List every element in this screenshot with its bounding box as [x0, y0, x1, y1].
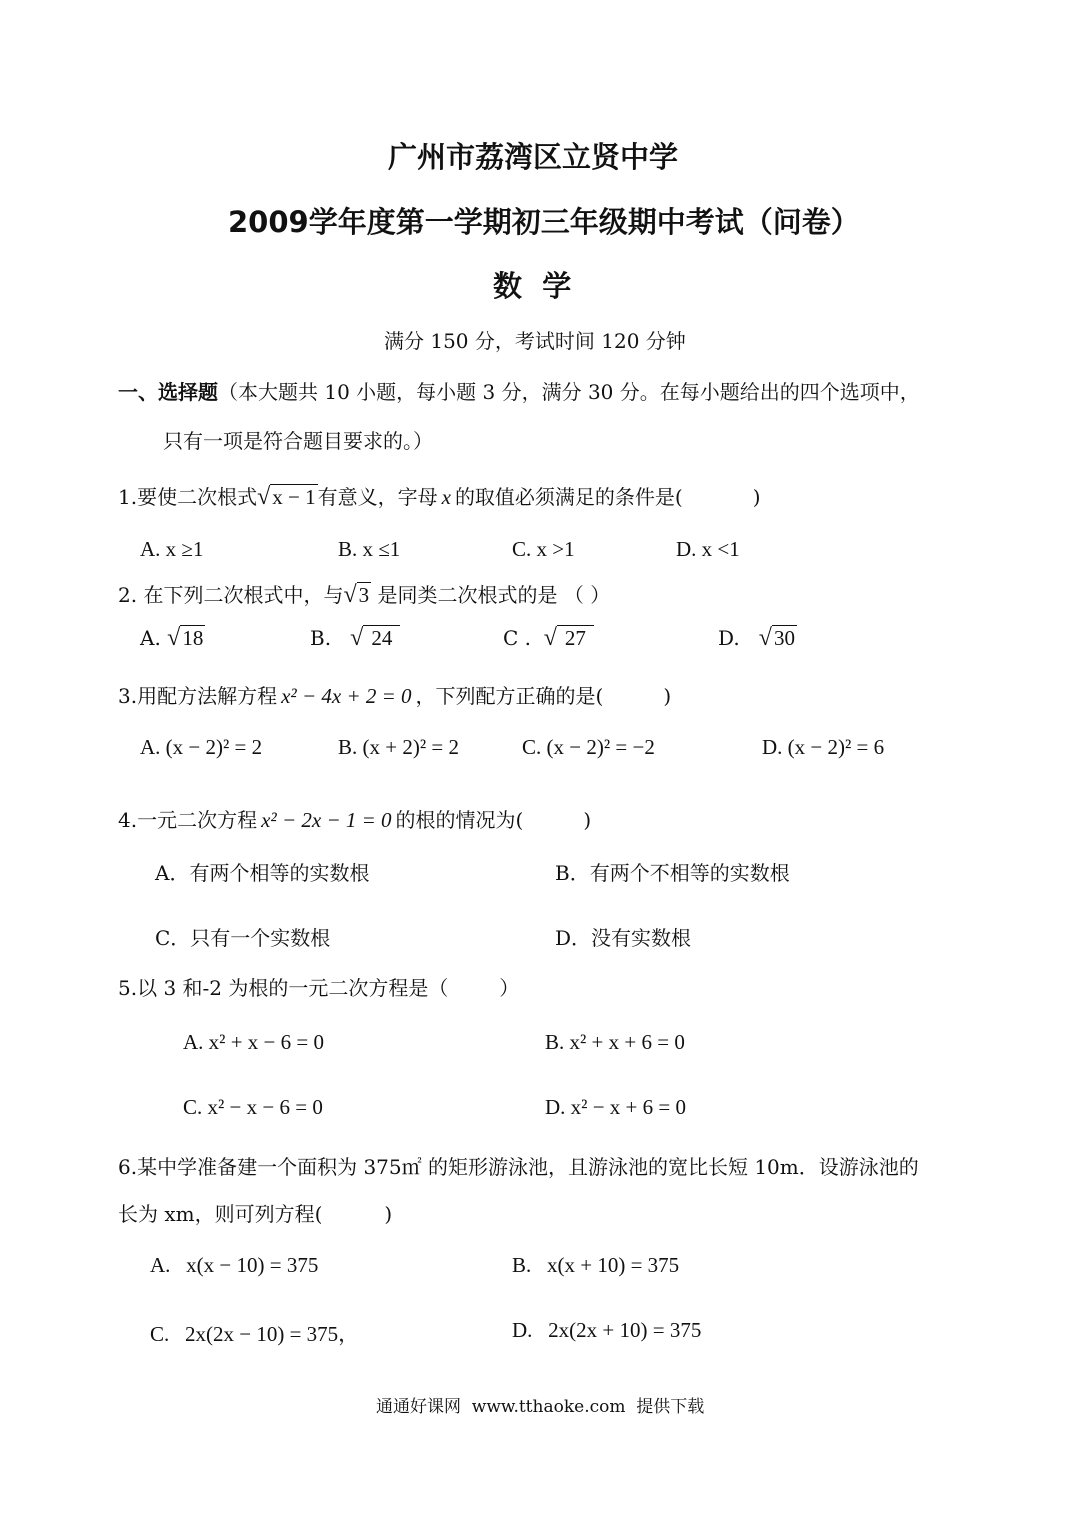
q6-option-b: B. x(x + 10) = 375: [512, 1253, 680, 1277]
q2-option-b: [310, 625, 400, 652]
radical-icon: √: [350, 625, 364, 651]
question-6-line2: [118, 1198, 392, 1227]
q6-option-c: C. 2x(2x − 10) = 375，: [150, 1322, 360, 1346]
q4-close: ): [583, 808, 592, 832]
q1-option-b: B. x ≤1: [338, 537, 401, 561]
score-info: 满分 150 分，考试时间 120 分钟: [384, 329, 686, 353]
q1-var: x: [441, 485, 451, 509]
q3-post: ，下列配方正确的是(: [415, 684, 604, 708]
q1-close: ): [752, 485, 761, 509]
q2-option-c: [503, 625, 594, 652]
radical-icon: √: [257, 484, 271, 510]
q6-line2: 长为 xm，则可列方程(: [118, 1202, 323, 1226]
subject-title: 数 学: [493, 269, 572, 303]
section-desc-line1: （本大题共 10 小题，每小题 3 分，满分 30 分。在每小题给出的四个选项中，: [218, 380, 920, 404]
question-4: [118, 804, 591, 833]
q2-post: 是同类二次根式的是: [377, 583, 558, 607]
question-5: 5.以 3 和-2 为根的一元二次方程是（ ）: [118, 976, 520, 1000]
question-6-line1: 6.某中学准备建一个面积为 375㎡ 的矩形游泳池，且游泳池的宽比长短 10m．设游泳池的: [118, 1155, 919, 1179]
q2-option-c-rad: 27: [557, 625, 594, 650]
q1-radicand: x − 1: [272, 485, 316, 509]
q1-post2: 的取值必须满足的条件是(: [454, 485, 683, 509]
question-2: [118, 579, 610, 609]
q6-option-d: D. 2x(2x + 10) = 375: [512, 1318, 702, 1342]
q5-option-a: A. x² + x − 6 = 0: [183, 1030, 324, 1054]
q2-pre: 2. 在下列二次根式中，与: [118, 583, 344, 607]
q3-option-a: A. (x − 2)² = 2: [140, 735, 263, 759]
q4-pre: 4.一元二次方程: [118, 808, 258, 832]
q1-option-a: A. x ≥1: [140, 537, 204, 561]
q2-option-b-label: B.: [310, 626, 332, 650]
q2-option-c-label: C .: [503, 626, 532, 650]
q1-option-c: C. x >1: [512, 537, 575, 561]
radical-icon: √: [543, 625, 557, 651]
q2-option-a: [140, 625, 205, 652]
q4-option-c: C．只有一个实数根: [155, 926, 331, 950]
section-heading: [118, 376, 920, 405]
question-1: [118, 481, 761, 511]
exam-title: 2009学年度第一学期初三年级期中考试（问卷）: [228, 205, 860, 239]
q3-option-c: C. (x − 2)² = −2: [522, 735, 655, 759]
q2-option-a-label: A.: [140, 626, 161, 650]
q5-option-d: D. x² − x + 6 = 0: [545, 1095, 686, 1119]
question-3: [118, 680, 671, 709]
q2-option-d-rad: 30: [773, 626, 795, 650]
q4-option-a: A．有两个相等的实数根: [155, 861, 370, 885]
q4-post: 的根的情况为(: [395, 808, 524, 832]
q6-option-a: A. x(x − 10) = 375: [150, 1253, 319, 1277]
q6-close: ): [384, 1202, 393, 1226]
q5-option-b: B. x² + x + 6 = 0: [545, 1030, 685, 1054]
q4-option-d: D．没有实数根: [555, 926, 692, 950]
section-desc-line2: 只有一项是符合题目要求的。）: [163, 429, 433, 453]
q3-close: ): [663, 684, 672, 708]
q2-paren: （ ）: [563, 583, 611, 607]
q5-option-c: C. x² − x − 6 = 0: [183, 1095, 323, 1119]
q2-option-d-label: D.: [718, 626, 740, 650]
school-title: 广州市荔湾区立贤中学: [388, 140, 679, 174]
q2-option-b-rad: 24: [363, 625, 400, 650]
q3-option-d: D. (x − 2)² = 6: [762, 735, 885, 759]
radical-icon: √: [343, 582, 357, 608]
q3-option-b: B. (x + 2)² = 2: [338, 735, 459, 759]
q3-eq: x² − 4x + 2 = 0: [281, 684, 412, 708]
q1-post: 有意义，字母: [317, 485, 438, 509]
q1-pre: 1.要使二次根式: [118, 485, 258, 509]
q2-option-d: [718, 625, 797, 652]
q2-rad: 3: [358, 583, 370, 607]
q1-option-d: D. x <1: [676, 537, 740, 561]
q4-eq: x² − 2x − 1 = 0: [261, 808, 392, 832]
section-label: 一、选择题: [118, 380, 218, 404]
q2-option-a-rad: 18: [182, 626, 204, 650]
footer-credit: 通通好课网 www.tthaoke.com 提供下载: [376, 1397, 705, 1417]
q3-pre: 3.用配方法解方程: [118, 684, 278, 708]
q4-option-b: B．有两个不相等的实数根: [555, 861, 790, 885]
radical-icon: √: [758, 625, 772, 651]
radical-icon: √: [167, 625, 181, 651]
